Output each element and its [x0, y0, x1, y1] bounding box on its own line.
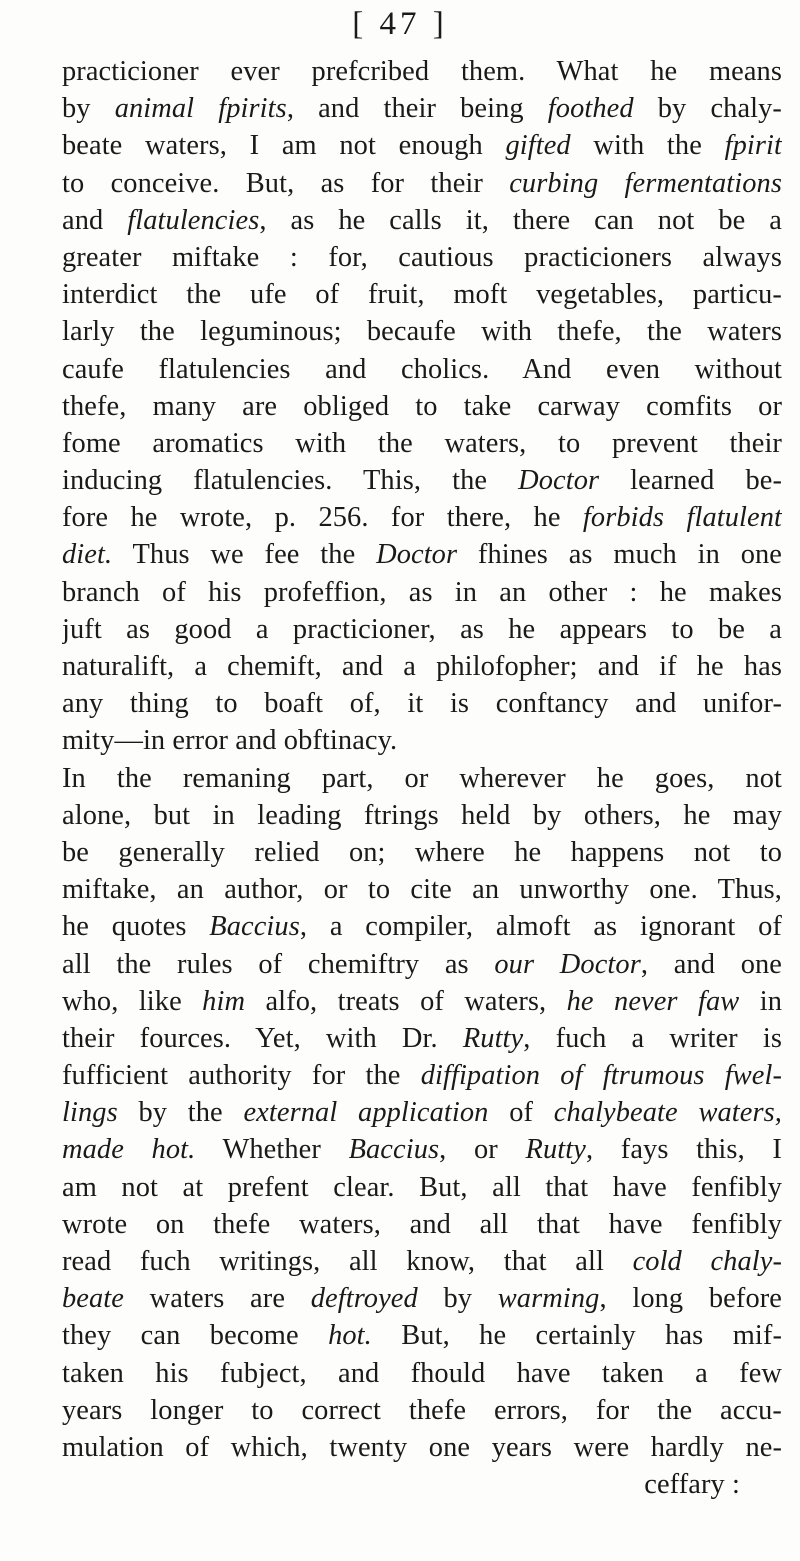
text-line — [62, 1169, 782, 1206]
text-run: ceffary : — [644, 1469, 740, 1501]
text-run: who, like — [62, 985, 203, 1017]
text-line — [62, 1206, 782, 1243]
italic-text-run: foothed — [547, 93, 634, 125]
italic-text-run: Rutty — [462, 1022, 524, 1054]
text-line — [62, 648, 782, 685]
text-run: alfo, treats of waters, — [245, 985, 567, 1017]
italic-text-run: diet. — [62, 539, 113, 571]
italic-text-run: Baccius — [348, 1134, 440, 1166]
text-line — [62, 202, 782, 239]
text-run: in — [739, 985, 782, 1017]
text-run: am not at prefent clear. But, all that have fenfibly — [62, 1171, 782, 1203]
text-run: by chaly- — [633, 93, 782, 125]
text-run: be generally relied on; where he happens not to — [62, 836, 782, 868]
text-run: fore he wrote, p. 256. for there, he — [62, 502, 583, 534]
text-run: , a compiler, almoft as ignorant of — [299, 911, 782, 943]
text-run: taken his fubject, and fhould have taken a few — [62, 1357, 782, 1389]
text-line — [62, 239, 782, 276]
italic-text-run: him — [202, 985, 246, 1017]
italic-text-run: fpirit — [724, 130, 782, 162]
text-line — [62, 1020, 782, 1057]
text-line — [62, 722, 782, 759]
italic-text-run: gifted — [505, 130, 571, 162]
italic-text-run: warming — [497, 1283, 600, 1315]
text-run: , and their being — [286, 93, 548, 125]
text-run: naturalift, a chemift, and a philofopher; and if he has — [62, 651, 782, 682]
text-line — [62, 871, 782, 908]
text-line — [62, 276, 782, 313]
italic-text-run: chalybeate waters, — [553, 1097, 782, 1129]
text-run: , fays this, I — [585, 1134, 782, 1166]
text-run: Thus we fee the — [112, 539, 377, 571]
italic-text-run: he never faw — [566, 985, 740, 1017]
text-line — [62, 611, 782, 648]
text-run: larly the leguminous; becaufe with thefe, the waters — [62, 316, 782, 348]
text-run: , or — [439, 1134, 526, 1166]
text-run: they can become — [62, 1320, 329, 1352]
text-line — [62, 313, 782, 350]
text-line — [62, 53, 782, 90]
text-run: learned be- — [599, 465, 782, 497]
text-run: with the — [570, 130, 725, 162]
italic-text-run: made hot. — [62, 1134, 196, 1166]
text-run: beate waters, I am not enough — [62, 130, 506, 162]
italic-text-run: Doctor — [376, 539, 458, 571]
text-line — [62, 946, 782, 983]
italic-text-run: external application — [243, 1097, 489, 1129]
text-run: years longer to correct thefe errors, for the accu- — [62, 1394, 782, 1426]
text-run: practicioner ever prefcribed them. What he means — [62, 56, 782, 87]
text-line — [62, 1057, 782, 1094]
italic-text-run: Doctor — [518, 465, 600, 497]
text-line — [62, 351, 782, 388]
italic-text-run: Rutty — [525, 1134, 586, 1166]
text-run: any thing to boaft of, it is conftancy and unifor- — [62, 688, 782, 720]
text-run: fufficient authority for the — [62, 1060, 421, 1092]
text-line — [62, 1392, 782, 1429]
text-line — [62, 1243, 782, 1280]
text-line — [62, 1131, 782, 1168]
text-run: Whether — [195, 1134, 349, 1166]
text-line — [62, 1094, 782, 1131]
text-run: mity—in error and obftinacy. — [62, 725, 398, 757]
italic-text-run: diffipation of ftrumous fwel- — [420, 1060, 782, 1092]
italic-text-run: our Doctor — [494, 948, 641, 980]
text-run: of — [488, 1097, 554, 1129]
text-run: juft as good a practicioner, as he appears to be a — [62, 613, 782, 645]
text-run: thefe, many are obliged to take carway comfits or — [62, 390, 782, 422]
text-run: inducing flatulencies. This, the — [62, 465, 519, 497]
text-run: and — [62, 204, 128, 236]
italic-text-run: curbing fermentations — [509, 167, 782, 199]
page-number: [ 47 ] — [352, 6, 448, 42]
text-run: alone, but in leading ftrings held by others, he may — [62, 799, 782, 831]
text-run: he quotes — [62, 911, 210, 943]
text-run: , and one — [640, 948, 782, 980]
text-run: branch of his profeffion, as in an other : he makes — [62, 576, 782, 608]
text-run: miftake, an author, or to cite an unworthy one. Thus, — [62, 874, 782, 906]
text-line — [62, 388, 782, 425]
italic-text-run: flatulencies — [127, 204, 260, 236]
italic-text-run: cold chaly- — [632, 1246, 782, 1277]
text-run: by the — [117, 1097, 244, 1129]
text-run: , fuch a writer is — [523, 1022, 782, 1054]
text-line — [62, 499, 782, 536]
text-line — [62, 165, 782, 202]
text-line — [62, 462, 782, 499]
text-line — [62, 834, 782, 871]
text-line — [62, 760, 782, 797]
text-line — [62, 1466, 782, 1503]
italic-text-run: animal fpirits — [114, 93, 287, 125]
text-run: by — [417, 1283, 498, 1315]
text-run: caufe flatulencies and cholics. And even without — [62, 353, 782, 385]
text-run: interdict the ufe of fruit, moft vegetables, particu- — [62, 279, 782, 311]
italic-text-run: hot. — [328, 1320, 372, 1352]
text-line — [62, 574, 782, 611]
text-run: their fources. Yet, with Dr. — [62, 1022, 463, 1054]
text-line — [62, 90, 782, 127]
text-line — [62, 127, 782, 164]
text-line — [62, 797, 782, 834]
italic-text-run: Baccius — [209, 911, 300, 943]
italic-text-run: beate — [62, 1283, 124, 1315]
text-run: fhines as much in one — [457, 539, 782, 571]
text-run: all the rules of chemiftry as — [62, 948, 495, 980]
text-run: mulation of which, twenty one years were hardly ne- — [62, 1431, 782, 1463]
text-line — [62, 1355, 782, 1392]
text-run: waters are — [123, 1283, 311, 1315]
text-line — [62, 1317, 782, 1354]
text-line — [62, 685, 782, 722]
text-run: fome aromatics with the waters, to prevent their — [62, 427, 782, 459]
text-line — [62, 908, 782, 945]
text-run: But, he certainly has mif- — [371, 1320, 782, 1352]
text-run: read fuch writings, all know, that all — [62, 1246, 633, 1277]
body-text — [62, 53, 782, 1503]
text-run: , long before — [599, 1283, 782, 1315]
italic-text-run: lings — [62, 1097, 118, 1129]
text-line — [62, 1429, 782, 1466]
text-run: wrote on thefe waters, and all that have fenfibly — [62, 1208, 782, 1240]
text-run: , as he calls it, there can not be a — [259, 204, 782, 236]
italic-text-run: forbids flatulent — [582, 502, 782, 534]
text-run: to conceive. But, as for their — [62, 167, 510, 199]
text-run: greater miftake : for, cautious practicioners always — [62, 241, 782, 273]
text-line — [62, 536, 782, 573]
text-run: by — [62, 93, 115, 125]
text-line — [62, 983, 782, 1020]
text-line — [62, 425, 782, 462]
italic-text-run: deftroyed — [310, 1283, 418, 1315]
text-line — [62, 1280, 782, 1317]
text-run: In the remaning part, or wherever he goes, not — [62, 762, 782, 794]
